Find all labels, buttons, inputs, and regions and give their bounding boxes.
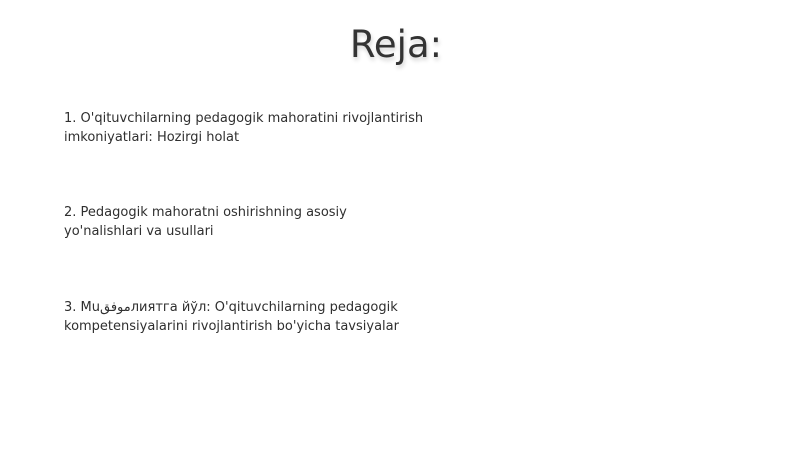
agenda-item-1: 1. O'qituvchilarning pedagogik mahoratini rivojlantirish imkoniyatlari: Hozirgi holat xyxy=(64,111,424,145)
slide-title: Reja: xyxy=(349,23,443,66)
agenda-item-2: 2. Pedagogik mahoratni oshirishning asosiy yo'nalishlari va usullari xyxy=(64,205,347,239)
agenda-item-3: 3. Muموفقлиятга йўл: O'qituvchilarning pedagogik kompetensiyalarini rivojlantirish bo'yicha tavsiyalar xyxy=(64,300,399,334)
